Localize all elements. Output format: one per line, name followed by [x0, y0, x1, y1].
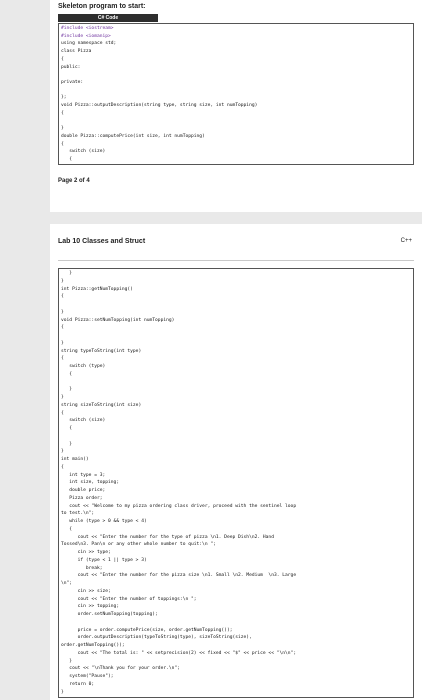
code-line: double price; [61, 488, 106, 493]
code-line: cin >> size; [61, 588, 111, 594]
code-line: string typeToString(int type) [61, 348, 142, 354]
code-line: order.outputDescription(typeToString(type), sizeToString(size), [61, 635, 252, 641]
code-line: } [61, 387, 73, 393]
code-header: C# Code [58, 14, 158, 22]
code-line: { [61, 410, 64, 416]
code-line: } [61, 340, 64, 346]
document-page-1 [50, 0, 422, 212]
code-line: { [61, 325, 64, 331]
code-line: cin >> topping; [61, 604, 120, 610]
code-line: while (type > 0 && type < 4) [61, 519, 147, 524]
code-line: } [61, 126, 64, 132]
code-line: { [61, 56, 64, 62]
page-title: Skeleton program to start: [58, 3, 146, 10]
code-line: cout << "Welcome to my pizza ordering class driver, proceed with the sentinel loop [61, 503, 297, 509]
code-line: } [61, 309, 64, 315]
code-line: void Pizza::outputDescription(string type, string size, int numTopping) [61, 103, 258, 108]
code-line: int Pizza::getNumTopping() [61, 286, 133, 292]
code-line: cin >> type; [61, 550, 111, 555]
code-line: #include <iomanip> [61, 33, 111, 39]
code-line: { [61, 356, 64, 362]
code-line: switch (size) [61, 418, 106, 424]
code-line: private: [61, 79, 84, 85]
code-line: int size, topping; [61, 480, 120, 486]
code-block [58, 23, 414, 165]
code-line: if (type < 1 || type > 3) [61, 557, 147, 563]
page-title: Lab 10 Classes and Struct [58, 238, 146, 245]
code-line: void Pizza::setNumTopping(int numTopping) [61, 317, 175, 323]
code-line: return 0; [61, 681, 95, 687]
code-line: } [61, 395, 64, 400]
language-label: C++ [400, 238, 412, 244]
code-line: cout << "\nThank you for your order.\n"; [61, 666, 180, 672]
code-line: } [61, 441, 73, 447]
code-line: { [61, 426, 73, 431]
code-line: } [61, 449, 64, 455]
code-line: { [61, 110, 64, 116]
code-line: switch (type) [61, 364, 106, 369]
code-line: using namespace std; [61, 41, 117, 47]
code-line: int type = 3; [61, 472, 106, 478]
page-number: Page 2 of 4 [58, 178, 90, 184]
code-line: int main() [61, 457, 89, 462]
header-rule [58, 260, 414, 261]
code-line: { [61, 371, 73, 377]
code-block [58, 268, 414, 698]
code-line: to test.\n"; [61, 511, 95, 517]
code-line: switch (size) [61, 149, 106, 155]
code-line: #include <iostream> [61, 26, 114, 31]
code-line: { [61, 526, 73, 532]
code-line: system("Pause"); [61, 674, 114, 679]
code-line: public: [61, 64, 81, 70]
code-line: Tossed\n3. Pan\n or any other whole number to quit:\n "; [61, 542, 216, 548]
code-line: order.getNumTopping()); [61, 643, 125, 648]
code-line: cout << "Enter the number of toppings:\n "; [61, 596, 197, 602]
code-line: { [61, 141, 64, 147]
code-line: break; [61, 565, 103, 571]
code-line: cout << "Enter the number for the pizza size \n1. Small \n2. Medium \n3. Large [61, 573, 297, 579]
code-line: }; [61, 95, 67, 101]
code-line: { [61, 294, 64, 300]
code-line: } [61, 658, 73, 664]
code-line: \n"; [61, 581, 73, 586]
code-line: class Pizza [61, 49, 92, 55]
code-line: Pizza order; [61, 495, 103, 501]
code-line: price = order.computePrice(size, order.getNumTopping()); [61, 627, 233, 633]
code-line: } [61, 278, 64, 284]
code-line: } [61, 689, 64, 695]
code-line: double Pizza::computePrice(int size, int numTopping) [61, 133, 205, 139]
code-line: { [61, 464, 64, 470]
code-line: cout << "Enter the number for the type of pizza \n1. Deep Dish\n2. Hand [61, 534, 274, 540]
code-line: cout << "The total is: " << setprecision(2) << fixed << "$" << price << "\n\n"; [61, 650, 297, 656]
code-line: string sizeToString(int size) [61, 402, 142, 408]
code-line: { [61, 156, 73, 162]
code-line: } [61, 271, 73, 276]
code-line: order.setNumTopping(topping); [61, 612, 158, 617]
document-page-2 [50, 224, 422, 700]
